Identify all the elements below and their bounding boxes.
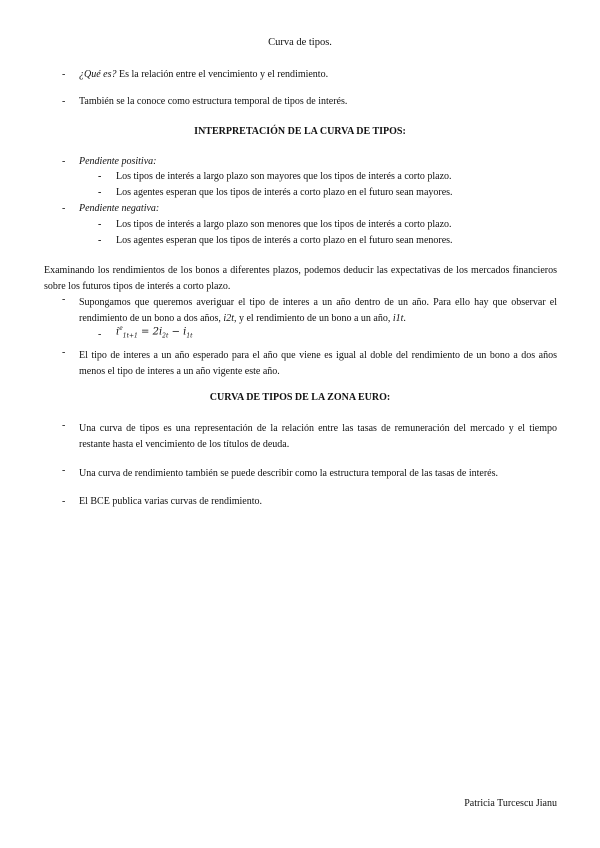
bond-bullet-mid: , y el rendimiento de un bono a un año, [233, 313, 391, 324]
page-title: Curva de tipos. [268, 37, 332, 48]
positive-item-1: Los tipos de interés a largo plazo son mayores que los tipos de interés a corto plazo. [116, 171, 452, 182]
formula-lhs-sup: e [119, 325, 123, 332]
formula [116, 326, 193, 339]
section-heading-eurozone: CURVA DE TIPOS DE LA ZONA EURO: [209, 392, 391, 403]
formula-i1: i [158, 326, 163, 338]
formula-dash: - [98, 329, 102, 340]
euro-bullet-2: Una curva de rendimiento también se puede describir como la estructura temporal de las tasas de interés. [79, 468, 499, 479]
bullet-dash: - [62, 69, 66, 80]
positive-item-2: Los agentes esperan que los tipos de interés a corto plazo en el futuro sean mayores. [116, 187, 453, 198]
var-i2t: i2t [223, 313, 234, 324]
formula-sub1: 2t [162, 332, 169, 340]
bullet-dash: - [62, 203, 66, 214]
sub-bullet-dash: - [98, 219, 102, 230]
expected-bullet: El tipo de interes a un año esperado para el año que viene es igual al doble del rendimiento de un bono a dos años menos el tipo de interes a un año vigente este año. [79, 350, 557, 377]
footer-author: Patricia Turcescu Jianu [464, 798, 557, 809]
euro-bullet-1: Una curva de tipos es una representación de la relación entre las tasas de remuneración del mercado y el tiempo restante hasta el vencimiento de los títulos de deuda. [79, 423, 557, 450]
formula-sub2: 1t [186, 332, 193, 340]
bond-bullet-end: . [403, 313, 406, 324]
bond-bullet-text: Supongamos que queremos averiguar el tipo de interes a un año dentro de un año. Para ello hay que observar el rendimiento de un bono a dos años, [79, 297, 557, 324]
intro-bullet-1-text: Es la relación entre el vencimiento y el rendimiento. [116, 69, 329, 80]
bullet-dash: - [62, 496, 66, 507]
negative-item-2: Los agentes esperan que los tipos de interés a corto plazo en el futuro sean menores. [116, 235, 453, 246]
sub-bullet-dash: - [98, 171, 102, 182]
section-heading-interpretation: INTERPRETACIÓN DE LA CURVA DE TIPOS: [194, 126, 406, 137]
sub-bullet-dash: - [98, 235, 102, 246]
formula-i2: i [183, 326, 187, 338]
formula-lhs: i [116, 326, 120, 338]
bullet-dash: - [62, 294, 66, 305]
euro-bullet-3: El BCE publica varias curvas de rendimiento. [79, 496, 263, 507]
bullet-dash: - [62, 347, 66, 358]
intro-bullet-1 [79, 70, 328, 80]
var-i1t: i1t [392, 313, 404, 324]
bond-bullet [79, 295, 557, 327]
bullet-dash: - [62, 420, 66, 431]
bullet-dash: - [62, 465, 66, 476]
negative-item-1: Los tipos de interés a largo plazo son menores que los tipos de interés a corto plazo. [116, 219, 452, 230]
bullet-dash: - [62, 96, 66, 107]
formula-minus: − [168, 326, 184, 338]
negative-slope-label: Pendiente negativa: [79, 203, 160, 214]
sub-bullet-dash: - [98, 187, 102, 198]
expectations-paragraph: Examinando los rendimientos de los bonos a diferentes plazos, podemos deducir las expectativas de los mercados financieros sobre los futuros tipos de interés a corto plazo. [44, 265, 557, 292]
intro-bullet-2: También se la conoce como estructura temporal de tipos de interés. [79, 96, 348, 107]
intro-bullet-1-lead: ¿Qué es? [79, 69, 117, 80]
formula-lhs-sub: 1t+1 [122, 332, 138, 340]
bullet-dash: - [62, 156, 66, 167]
formula-eq: = 2 [137, 326, 159, 338]
positive-slope-label: Pendiente positiva: [79, 156, 157, 167]
